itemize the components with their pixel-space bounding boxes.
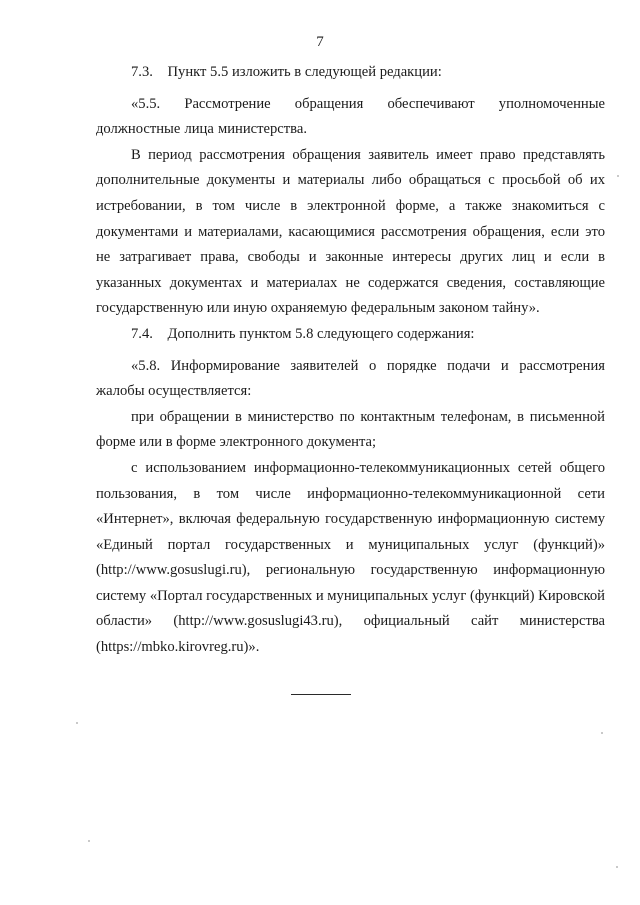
scan-speck	[76, 722, 78, 724]
paragraph-5-5: «5.5. Рассмотрение обращения обеспечивают уполномоченные должностные лица министерства.	[96, 95, 605, 138]
paragraph-review-period: В период рассмотрения обращения заявитель имеет право представлять дополнительные документы и материалы либо обращаться с просьбой об их истребовании, в том числе в электронной форме, а также знакомиться с документами и материалами, касающимися рассмотрения обращения, если это не затрагивает права, свободы и законные интересы других лиц и если в указанных документах и материалах не содержатся сведения, составляющие государственную или иную охраняемую федеральным законом тайну».	[96, 146, 605, 317]
paragraph-7-4-heading: 7.4. Дополнить пунктом 5.8 следующего содержания:	[131, 325, 475, 342]
paragraph-5-8: «5.8. Информирование заявителей о порядке подачи и рассмотрения жалобы осуществляется:	[96, 357, 605, 400]
scan-speck	[88, 840, 90, 842]
scan-speck	[617, 175, 619, 177]
end-separator-line	[291, 694, 351, 695]
page-number: 7	[316, 34, 324, 50]
paragraph-contact-channels: при обращении в министерство по контактным телефонам, в письменной форме или в форме электронного документа;	[96, 408, 605, 451]
paragraph-7-3-heading: 7.3. Пункт 5.5 изложить в следующей редакции:	[131, 64, 442, 80]
scan-speck	[601, 732, 603, 734]
paragraph-internet-channels: с использованием информационно-телекоммуникационных сетей общего пользования, в том числе информационно-телекоммуникационной сети «Интернет», включая федеральную государственную информационную систему «Единый портал государственных и муниципальных услуг (функций)» (http://www.gosuslugi.ru), региональную государственную информационную систему «Портал государственных и муниципальных услуг (функций) Кировской области» (http://www.gosuslugi43.ru), официальный сайт министерства (https://mbko.kirovreg.ru)».	[96, 459, 605, 656]
scan-speck	[616, 866, 618, 868]
document-body	[96, 60, 605, 661]
